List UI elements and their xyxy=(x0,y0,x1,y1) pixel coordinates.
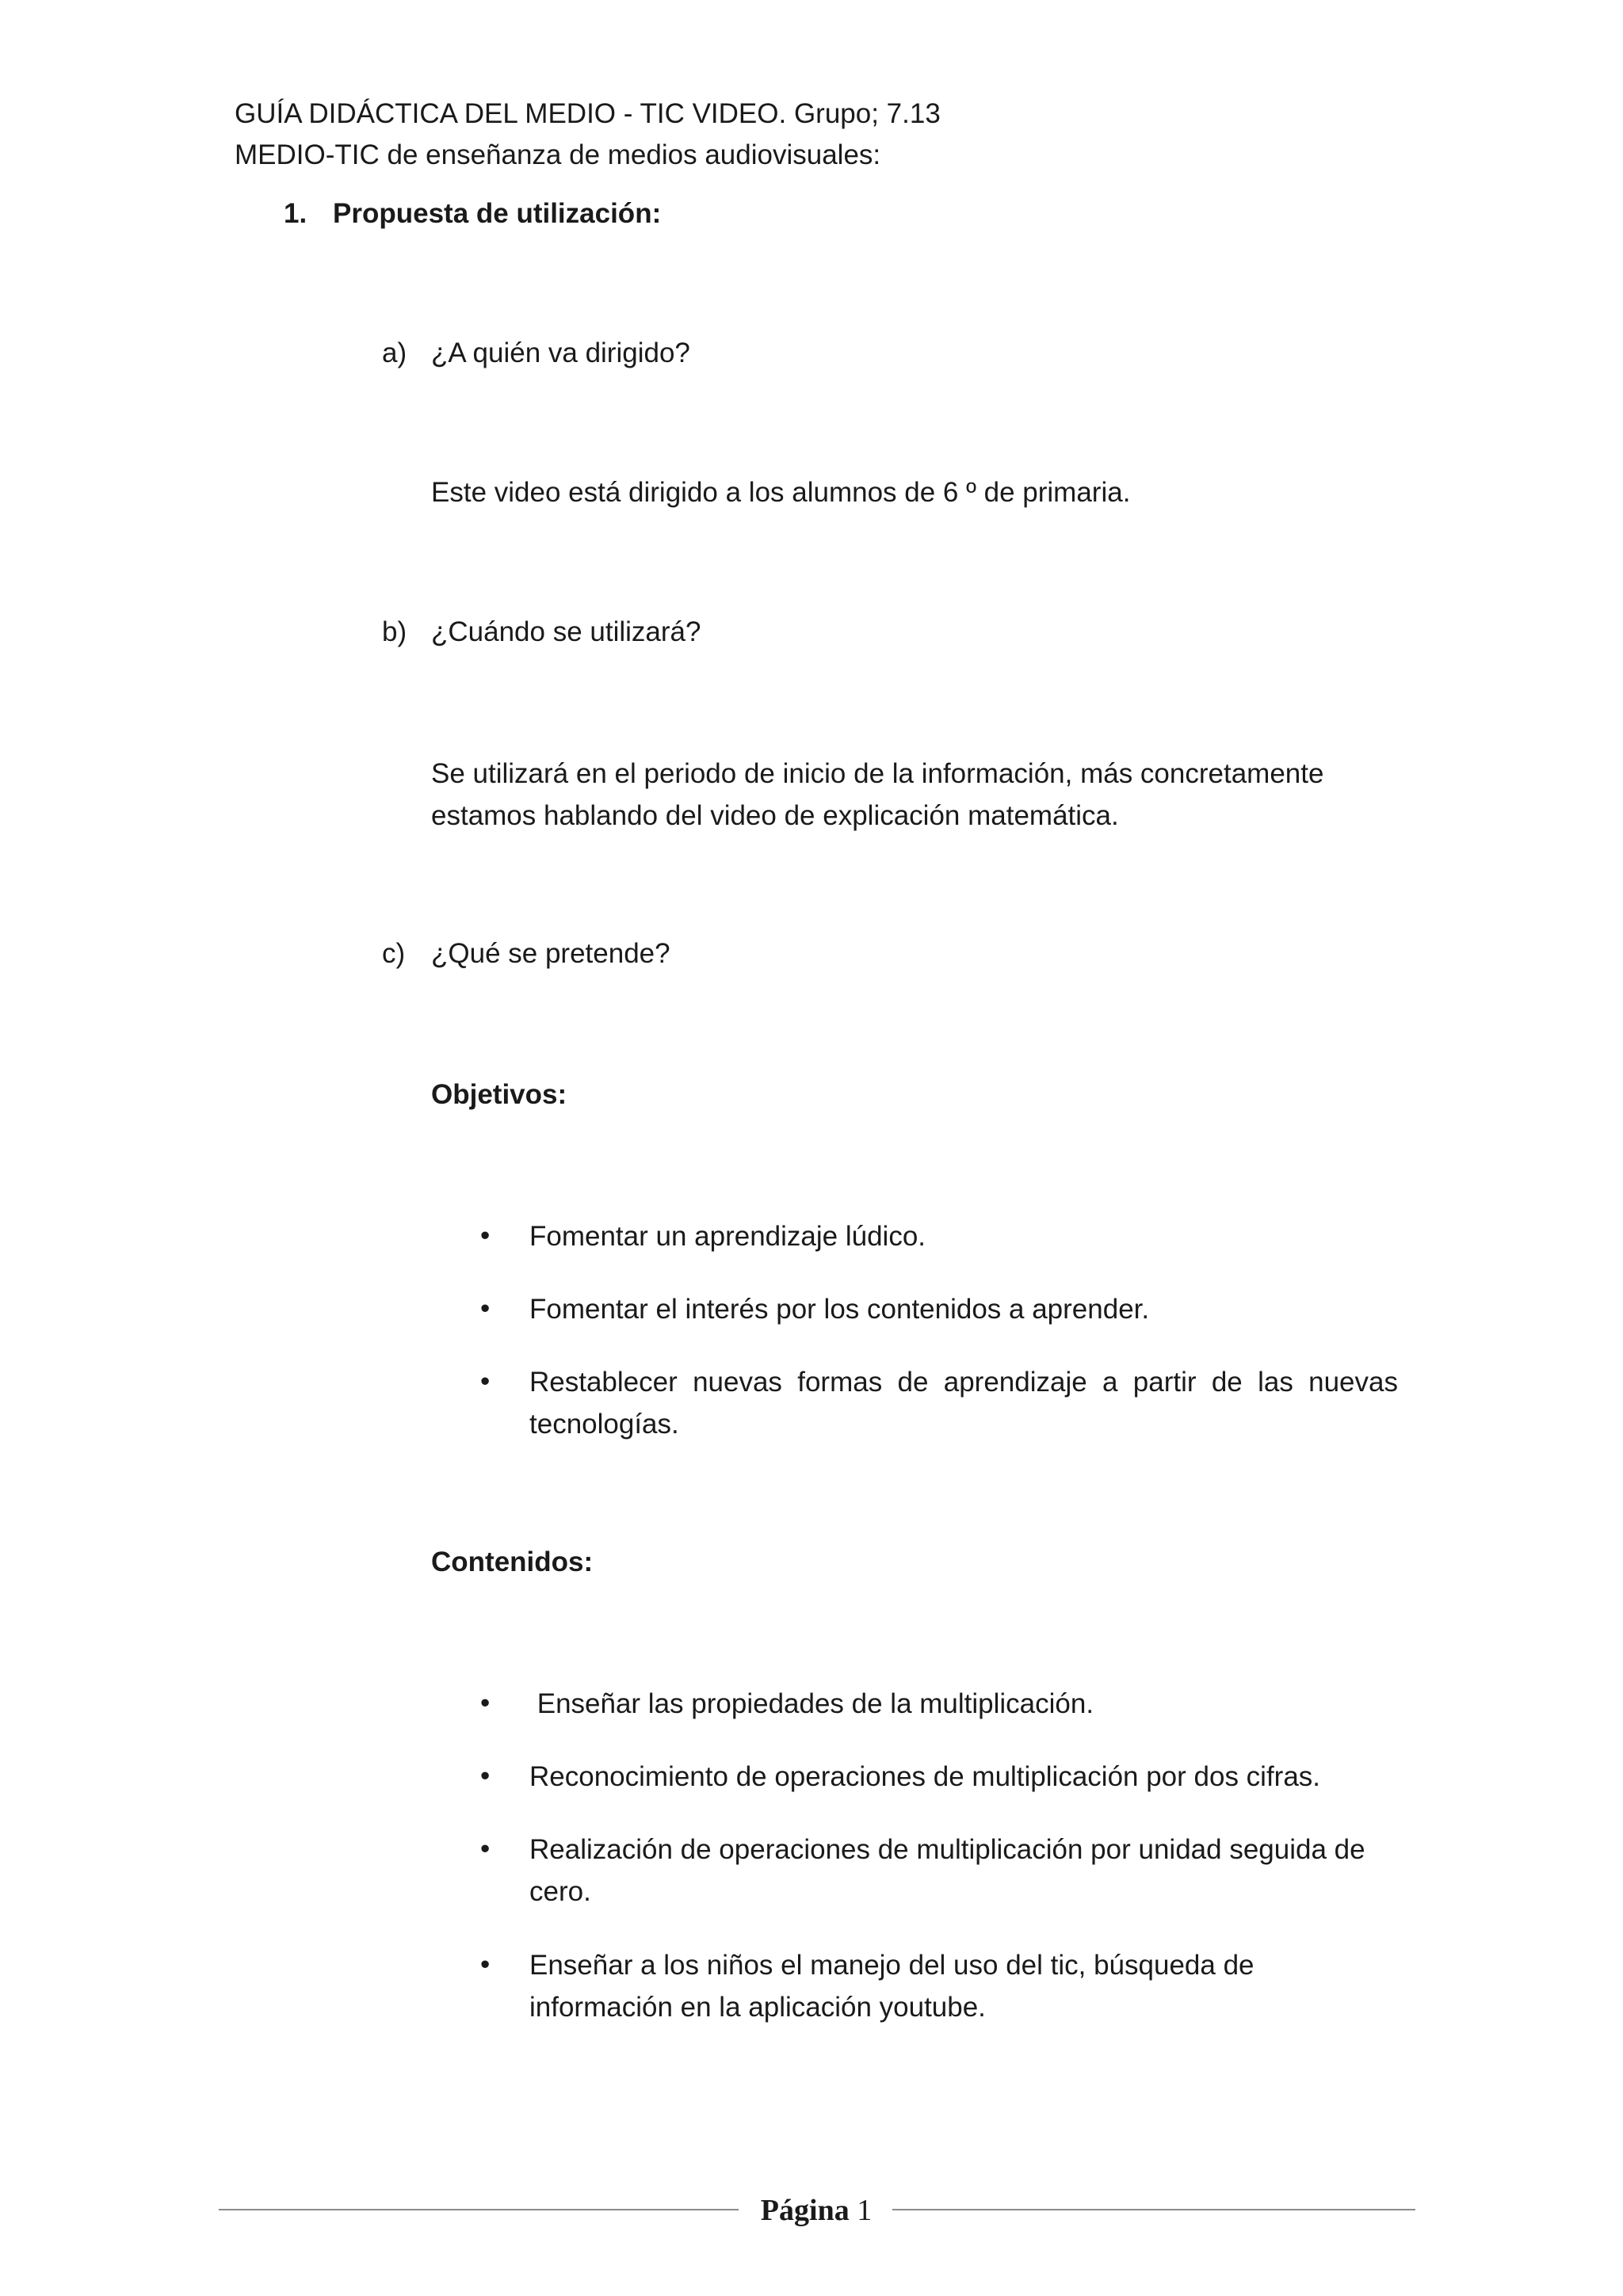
section-title: Propuesta de utilización: xyxy=(333,198,662,229)
question-a-answer: Este video está dirigido a los alumnos de 6 º de primaria. xyxy=(431,477,1131,508)
page-number-footer xyxy=(745,2191,888,2229)
contenido-item-2: Reconocimiento de operaciones de multiplicación por dos cifras. xyxy=(529,1761,1321,1792)
objetivos-heading: Objetivos: xyxy=(431,1079,567,1110)
footer-rule-right xyxy=(892,2209,1415,2210)
question-a-text: ¿A quién va dirigido? xyxy=(431,338,690,368)
contenido-item-3: Realización de operaciones de multiplicación por unidad seguida de cero. xyxy=(529,1834,1365,1907)
bullet-marker: • xyxy=(480,1293,491,1324)
footer-rule-left xyxy=(219,2209,739,2210)
bullet-marker: • xyxy=(480,1949,491,1980)
question-b-marker: b) xyxy=(382,616,407,647)
objetivo-item-1: Fomentar un aprendizaje lúdico. xyxy=(529,1221,926,1252)
footer-page-number: 1 xyxy=(857,2194,873,2227)
question-a-marker: a) xyxy=(382,338,407,368)
bullet-marker: • xyxy=(480,1833,491,1864)
bullet-marker: • xyxy=(480,1760,491,1791)
bullet-marker: • xyxy=(480,1220,491,1251)
question-b-text: ¿Cuándo se utilizará? xyxy=(431,616,701,647)
header-line-1: GUÍA DIDÁCTICA DEL MEDIO - TIC VIDEO. Grupo; 7.13 xyxy=(235,98,941,129)
objetivo-item-2: Fomentar el interés por los contenidos a aprender. xyxy=(529,1294,1150,1325)
bullet-marker: • xyxy=(480,1688,491,1718)
bullet-marker: • xyxy=(480,1366,491,1397)
contenido-item-4: Enseñar a los niños el manejo del uso del tic, búsqueda de información en la aplicación youtube. xyxy=(529,1950,1254,2023)
footer-page-label: Página xyxy=(760,2194,850,2227)
question-c-text: ¿Qué se pretende? xyxy=(431,938,670,969)
question-b-answer: Se utilizará en el periodo de inicio de la información, más concretamente estamos hablando del video de explicación matemática. xyxy=(431,758,1324,831)
objetivo-item-3: Restablecer nuevas formas de aprendizaje a partir de las nuevas tecnologías. xyxy=(529,1367,1398,1440)
question-c-marker: c) xyxy=(382,938,406,969)
section-number: 1. xyxy=(284,198,307,229)
contenidos-heading: Contenidos: xyxy=(431,1547,594,1577)
header-line-2: MEDIO-TIC de enseñanza de medios audiovisuales: xyxy=(235,139,881,170)
contenido-item-1: Enseñar las propiedades de la multiplicación. xyxy=(529,1688,1094,1719)
